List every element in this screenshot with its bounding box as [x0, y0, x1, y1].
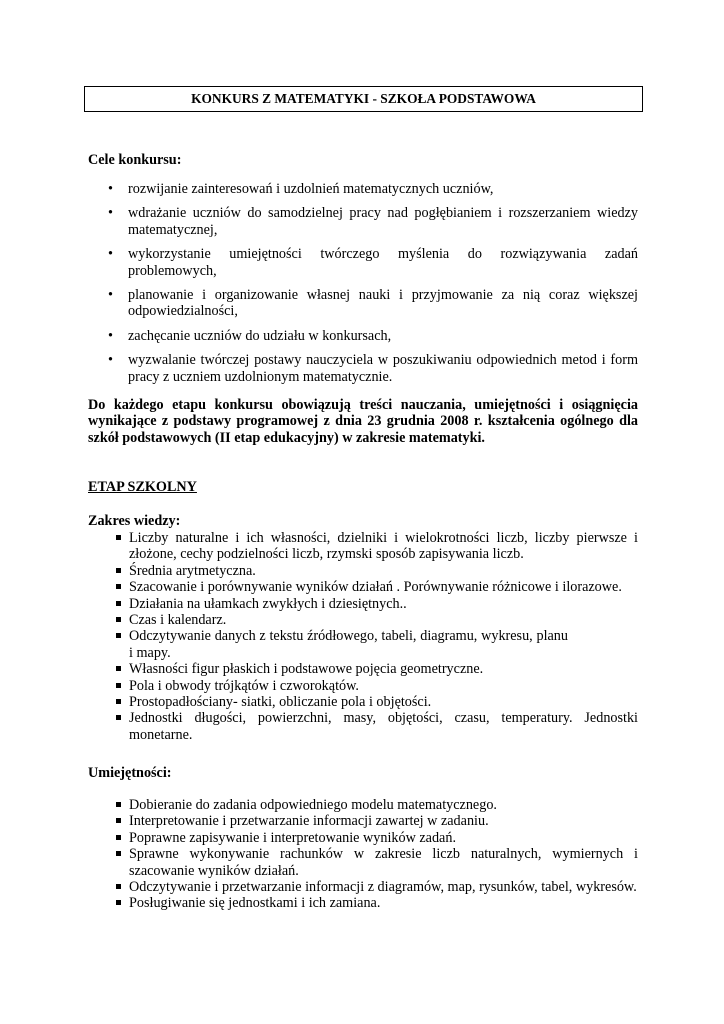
- goals-heading: Cele konkursu:: [88, 152, 182, 168]
- bullet-square-icon: [116, 666, 121, 671]
- list-item: Poprawne zapisywanie i interpretowanie wyników zadań.: [88, 830, 638, 846]
- list-item: Dobieranie do zadania odpowiedniego modelu matematycznego.: [88, 797, 638, 813]
- bullet-square-icon: [116, 900, 121, 905]
- goals-list: [88, 181, 638, 385]
- list-item: Własności figur płaskich i podstawowe pojęcia geometryczne.: [88, 661, 638, 677]
- bullet-square-icon: [116, 601, 121, 606]
- bullet-square-icon: [116, 568, 121, 573]
- curriculum-note: Do każdego etapu konkursu obowiązują treści nauczania, umiejętności i osiągnięcia wynikające z podstawy programowej z dnia 23 grudnia 2008 r. kształcenia ogólnego dla szkół podstawowych (II etap edukacyjny) w zakresie matematyki.: [88, 397, 638, 446]
- list-item: Szacowanie i porównywanie wyników działań . Porównywanie różnicowe i ilorazowe.: [88, 579, 638, 595]
- list-item: Działania na ułamkach zwykłych i dziesiętnych..: [88, 596, 638, 612]
- knowledge-heading: Zakres wiedzy:: [88, 513, 181, 529]
- bullet-dot-icon: •: [108, 327, 113, 344]
- list-item: • wykorzystanie umiejętności twórczego myślenia do rozwiązywania zadań problemowych,: [108, 246, 638, 279]
- skills-list: [88, 797, 638, 912]
- list-item: Posługiwanie się jednostkami i ich zamiana.: [88, 895, 638, 911]
- bullet-square-icon: [116, 617, 121, 622]
- list-item: • wyzwalanie twórczej postawy nauczyciela w poszukiwaniu odpowiednich metod i form pracy z uczniem uzdolnionym matematycznie.: [108, 352, 638, 385]
- list-item: Odczytywanie danych z tekstu źródłowego, tabeli, diagramu, wykresu, planu i mapy.: [88, 628, 638, 661]
- list-item: • wdrażanie uczniów do samodzielnej pracy nad pogłębianiem i rozszerzaniem wiedzy matematycznej,: [108, 205, 638, 238]
- bullet-square-icon: [116, 584, 121, 589]
- bullet-dot-icon: •: [108, 246, 113, 263]
- list-item: Prostopadłościany- siatki, obliczanie pola i objętości.: [88, 694, 638, 710]
- list-item: Liczby naturalne i ich własności, dzielniki i wielokrotności liczb, liczby pierwsze i złożone, cechy podzielności liczb, rzymski sposób zapisywania liczb.: [88, 530, 638, 563]
- document-title: KONKURS Z MATEMATYKI - SZKOŁA PODSTAWOWA: [84, 86, 643, 112]
- bullet-dot-icon: •: [108, 205, 113, 222]
- list-item: Odczytywanie i przetwarzanie informacji z diagramów, map, rysunków, tabel, wykresów.: [88, 879, 638, 895]
- list-item: • planowanie i organizowanie własnej nauki i przyjmowanie za nią coraz większej odpowiedzialności,: [108, 287, 638, 320]
- stage-heading: ETAP SZKOLNY: [88, 479, 197, 495]
- bullet-square-icon: [116, 818, 121, 823]
- list-item: Interpretowanie i przetwarzanie informacji zawartej w zadaniu.: [88, 813, 638, 829]
- bullet-dot-icon: •: [108, 181, 113, 197]
- list-item: Pola i obwody trójkątów i czworokątów.: [88, 678, 638, 694]
- bullet-square-icon: [116, 633, 121, 638]
- list-item: Sprawne wykonywanie rachunków w zakresie liczb naturalnych, wymiernych i szacowanie wyników działań.: [88, 846, 638, 879]
- list-item: • zachęcanie uczniów do udziału w konkursach,: [108, 327, 392, 344]
- bullet-square-icon: [116, 715, 121, 720]
- bullet-dot-icon: •: [108, 352, 113, 369]
- bullet-square-icon: [116, 851, 121, 856]
- bullet-dot-icon: •: [108, 287, 113, 304]
- skills-heading: Umiejętności:: [88, 765, 172, 781]
- list-item: Jednostki długości, powierzchni, masy, objętości, czasu, temperatury. Jednostki monetarne.: [88, 710, 638, 743]
- bullet-square-icon: [116, 535, 121, 540]
- list-item: Czas i kalendarz.: [88, 612, 638, 628]
- bullet-square-icon: [116, 802, 121, 807]
- bullet-square-icon: [116, 835, 121, 840]
- bullet-square-icon: [116, 884, 121, 889]
- bullet-square-icon: [116, 699, 121, 704]
- knowledge-list: [88, 530, 638, 743]
- bullet-square-icon: [116, 683, 121, 688]
- list-item: Średnia arytmetyczna.: [88, 563, 638, 579]
- list-item: • rozwijanie zainteresowań i uzdolnień matematycznych uczniów,: [108, 181, 494, 197]
